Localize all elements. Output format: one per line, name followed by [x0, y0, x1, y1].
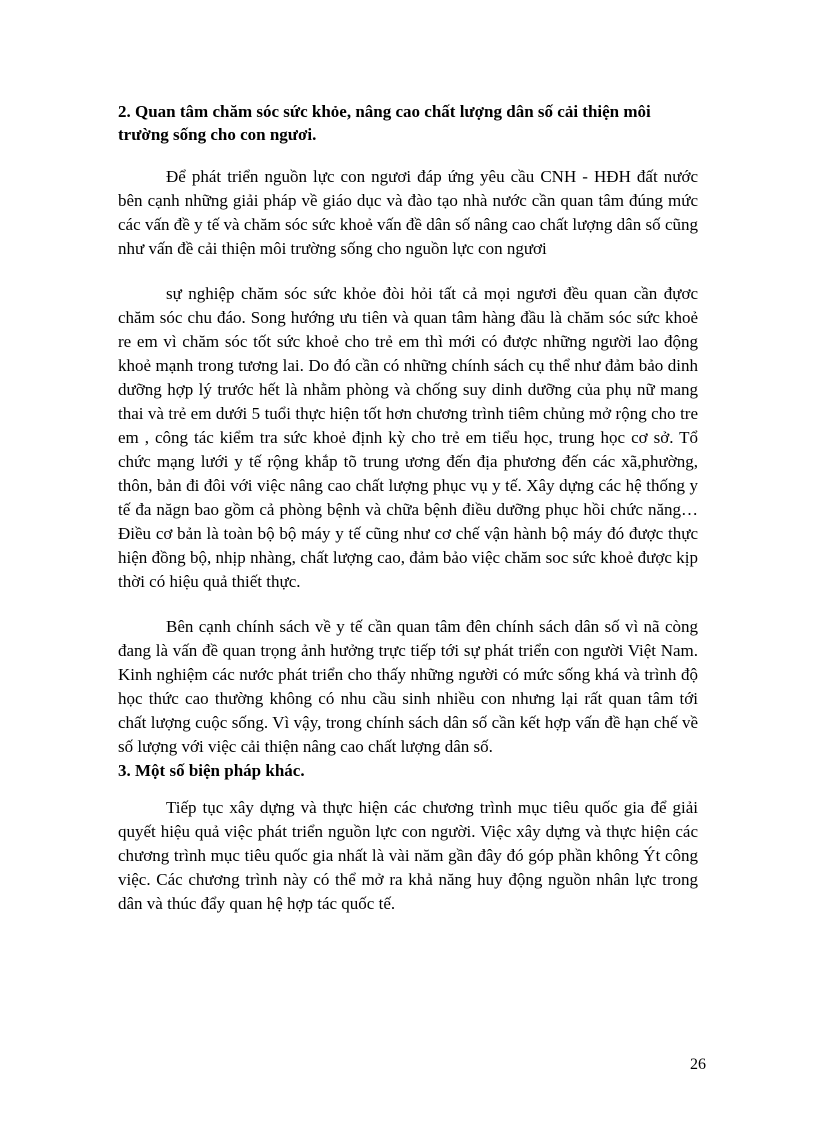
page-number: 26 — [690, 1056, 706, 1073]
section-heading-3: 3. Một số biện pháp khác. — [118, 761, 305, 780]
paragraph-human-resources: Để phát triển nguồn lực con ngươi đáp ứng yêu cầu CNH - HĐH đất nước bên cạnh những giải pháp về giáo dục và đào tạo nhà nước cần quan tâm đúng mức các vấn đề y tế và chăm sóc sức khoẻ vấn đề dân số nâng cao chất lượng dân số cũng như vấn đề cải thiện môi trường sống cho nguồn lực con ngươi — [118, 167, 698, 258]
document-body — [118, 100, 698, 916]
paragraph-health-care: sự nghiệp chăm sóc sức khỏe đòi hỏi tất cả mọi ngươi đều quan cần đựơc chăm sóc chu đáo. Song hướng ưu tiên và quan tâm hàng đầu là chăm sóc sức khoẻ re em vì chăm sóc tốt sức khoẻ cho trẻ em thì mới có được những người lao động khoẻ mạnh trong tương lai. Do đó cần có những chính sách cụ thể như đảm bảo dinh dưỡng hợp lý trước hết là nhằm phòng và chống suy dinh dưỡng của phụ nữ mang thai và trẻ em dưới 5 tuổi thực hiện tốt hơn chương trình tiêm chủng mở rộng cho tre em , công tác kiểm tra sức khoẻ định kỳ cho trẻ em tiểu học, trung học cơ sở. Tổ chức mạng lưới y tế rộng khắp tõ trung ương đến địa phương đến các xã,phường, thôn, bản đi đôi với việc nâng cao chất lượng phục vụ y tế. Xây dựng các hệ thống y tế đa năgn bao gồm cả phòng bệnh và chữa bệnh điều dưỡng phục hồi chức năng… Điều cơ bản là toàn bộ bộ máy y tế cũng như cơ chế vận hành bộ máy đó được thực hiện đồng bộ, nhịp nhàng, chất lượng cao, đảm bảo việc chăm soc sức khoẻ được kịp thời có hiệu quả thiết thực. — [118, 284, 698, 591]
section-heading-2: 2. Quan tâm chăm sóc sức khỏe, nâng cao chất lượng dân số cải thiện môi trường sống cho con ngươi. — [118, 102, 651, 144]
paragraph-national-programs: Tiếp tục xây dựng và thực hiện các chương trình mục tiêu quốc gia để giải quyết hiệu quả việc phát triển nguồn lực con người. Việc xây dựng và thực hiện các chương trình mục tiêu quốc gia nhất là vài năm gần đây đó góp phần không Ýt công việc. Các chương trình này có thể mở ra khả năng huy động nguồn nhân lực trong dân và thúc đẩy quan hệ hợp tác quốc tế. — [118, 798, 698, 913]
paragraph-population-policy: Bên cạnh chính sách về y tế cần quan tâm đên chính sách dân số vì nã còng đang là vấn đề quan trọng ảnh hưởng trực tiếp tới sự phát triển con người Việt Nam. Kinh nghiệm các nước phát triển cho thấy những người có mức sống khá và trình độ học thức cao thường không có nhu cầu sinh nhiều con nhưng lại rất quan tâm tới chất lượng cuộc sống. Vì vậy, trong chính sách dân số cần kết hợp vấn đề hạn chế về số lượng với việc cải thiện nâng cao chất lượng dân số. — [118, 617, 698, 756]
